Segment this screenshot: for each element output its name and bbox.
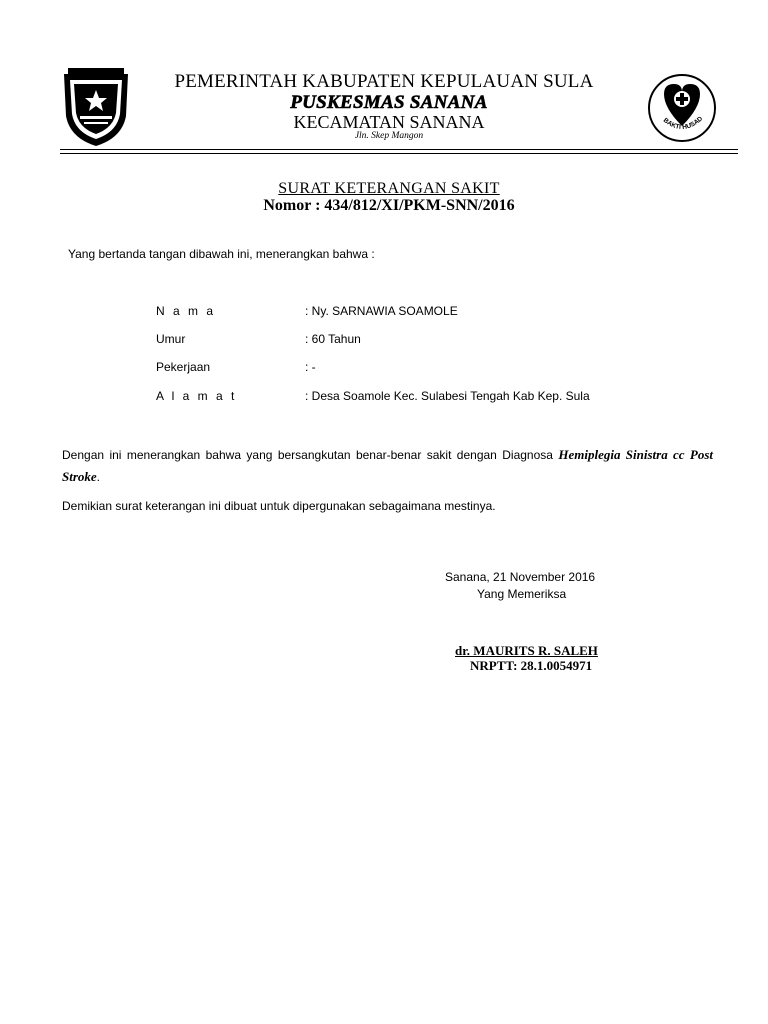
field-value: : Desa Soamole Kec. Sulabesi Tengah Kab Kep. Sula (305, 389, 590, 403)
doctor-id: NRPTT: 28.1.0054971 (470, 658, 593, 673)
field-value: : Ny. SARNAWIA SOAMOLE (305, 304, 458, 318)
statement-text: Dengan ini menerangkan bahwa yang bersangkutan benar-benar sakit dengan Diagnosa (62, 448, 559, 462)
closing-text: Demikian surat keterangan ini dibuat untuk dipergunakan sebagaimana mestinya. (62, 499, 496, 513)
bakti-husada-logo-icon (646, 72, 718, 144)
field-label: N a m a (156, 304, 216, 318)
diagnosis: Hemiplegia Sinistra cc Post Stroke (62, 447, 713, 484)
field-label: Pekerjaan (156, 360, 211, 374)
header-puskesmas: PUSKESMAS SANANA (290, 92, 488, 113)
svg-text:BAKTI HUSADA: BAKTI HUSAD (661, 115, 705, 132)
field-value: : - (305, 360, 316, 374)
doctor-name: dr. MAURITS R. SALEH (455, 643, 598, 658)
intro-text: Yang bertanda tangan dibawah ini, menerangkan bahwa : (68, 247, 375, 261)
examiner-role: Yang Memeriksa (477, 587, 567, 601)
document-number: Nomor : 434/812/XI/PKM-SNN/2016 (263, 197, 515, 214)
place-date: Sanana, 21 November 2016 (445, 570, 596, 584)
header-government: PEMERINTAH KABUPATEN KEPULAUAN SULA (174, 71, 594, 92)
header-divider-thin (60, 153, 738, 154)
field-label: A l a m a t (156, 389, 237, 403)
statement-end: . (96, 470, 101, 484)
diagnosis-statement (62, 444, 713, 488)
field-label: Umur (156, 332, 186, 346)
header-kecamatan: KECAMATAN SANANA (293, 112, 485, 132)
document-title: SURAT KETERANGAN SAKIT (278, 180, 500, 197)
header-address: Jln. Skep Mangon (354, 131, 424, 141)
field-value: : 60 Tahun (305, 332, 361, 346)
header-divider-thick (60, 149, 738, 150)
